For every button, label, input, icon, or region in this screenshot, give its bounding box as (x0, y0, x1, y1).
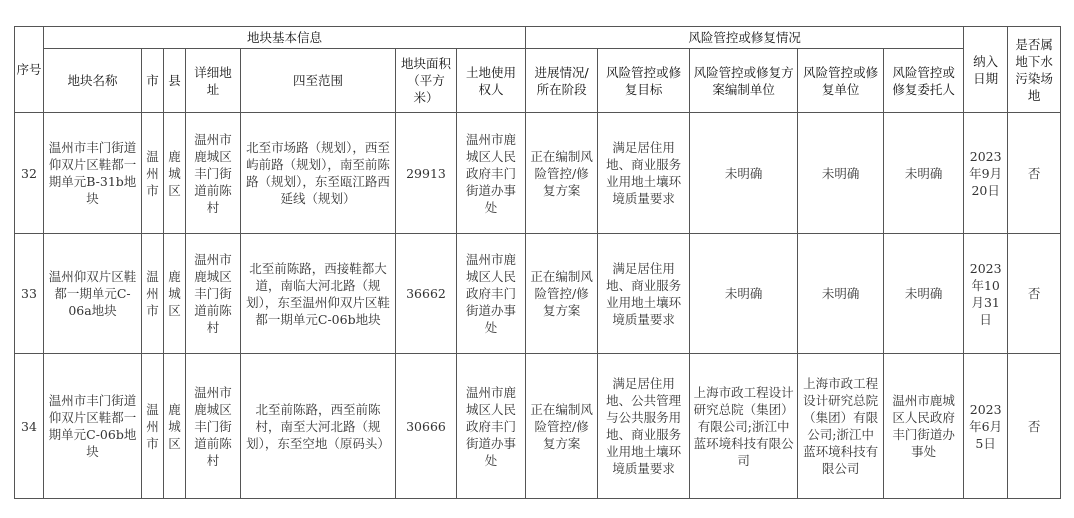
cell-seq: 34 (15, 354, 44, 499)
cell-county: 鹿城区 (164, 113, 186, 234)
cell-client: 温州市鹿城区人民政府丰门街道办事处 (884, 354, 964, 499)
cell-client: 未明确 (884, 113, 964, 234)
cell-repair-unit: 未明确 (798, 234, 884, 354)
cell-groundwater: 否 (1008, 113, 1061, 234)
cell-client: 未明确 (884, 234, 964, 354)
cell-bounds: 北至前陈路，西至前陈村，南至大河北路（规划），东至空地（原码头） (241, 354, 396, 499)
cell-bounds: 北至前陈路，西接鞋都大道，南临大河北路（规划），东至温州仰双片区鞋都一期单元C-06b地块 (241, 234, 396, 354)
header-area: 地块面积（平方米） (396, 49, 457, 113)
table-row (15, 354, 1061, 499)
cell-address: 温州市鹿城区丰门街道前陈村 (186, 234, 241, 354)
header-county: 县 (164, 49, 186, 113)
cell-user: 温州市鹿城区人民政府丰门街道办事处 (457, 234, 526, 354)
cell-plan-unit: 未明确 (690, 113, 798, 234)
header-seq: 序号 (15, 27, 44, 113)
header-address: 详细地址 (186, 49, 241, 113)
cell-target: 满足居住用地、商业服务业用地土壤环境质量要求 (598, 234, 690, 354)
cell-seq: 32 (15, 113, 44, 234)
cell-target: 满足居住用地、公共管理与公共服务用地、商业服务业用地土壤环境质量要求 (598, 354, 690, 499)
cell-user: 温州市鹿城区人民政府丰门街道办事处 (457, 113, 526, 234)
cell-area: 29913 (396, 113, 457, 234)
cell-stage: 正在编制风险管控/修复方案 (526, 354, 598, 499)
header-user: 土地使用权人 (457, 49, 526, 113)
cell-plan-unit: 未明确 (690, 234, 798, 354)
cell-groundwater: 否 (1008, 234, 1061, 354)
cell-county: 鹿城区 (164, 234, 186, 354)
table-row (15, 234, 1061, 354)
cell-date: 2023年10月31日 (964, 234, 1008, 354)
header-groundwater: 是否属地下水污染场地 (1008, 27, 1061, 113)
header-group-basic: 地块基本信息 (44, 27, 526, 49)
header-group-risk: 风险管控或修复情况 (526, 27, 964, 49)
cell-date: 2023年9月20日 (964, 113, 1008, 234)
cell-area: 30666 (396, 354, 457, 499)
cell-groundwater: 否 (1008, 354, 1061, 499)
header-target: 风险管控或修复目标 (598, 49, 690, 113)
cell-name: 温州市丰门街道仰双片区鞋都一期单元B-31b地块 (44, 113, 142, 234)
cell-stage: 正在编制风险管控/修复方案 (526, 113, 598, 234)
cell-date: 2023年6月5日 (964, 354, 1008, 499)
cell-target: 满足居住用地、商业服务业用地土壤环境质量要求 (598, 113, 690, 234)
cell-name: 温州仰双片区鞋都一期单元C-06a地块 (44, 234, 142, 354)
header-client: 风险管控或修复委托人 (884, 49, 964, 113)
header-name: 地块名称 (44, 49, 142, 113)
header-stage: 进展情况/所在阶段 (526, 49, 598, 113)
cell-name: 温州市丰门街道仰双片区鞋都一期单元C-06b地块 (44, 354, 142, 499)
cell-stage: 正在编制风险管控/修复方案 (526, 234, 598, 354)
cell-county: 鹿城区 (164, 354, 186, 499)
header-repair-unit: 风险管控或修复单位 (798, 49, 884, 113)
header-date: 纳入日期 (964, 27, 1008, 113)
cell-city: 温州市 (142, 234, 164, 354)
cell-user: 温州市鹿城区人民政府丰门街道办事处 (457, 354, 526, 499)
cell-repair-unit: 上海市政工程设计研究总院（集团）有限公司;浙江中蓝环境科技有限公司 (798, 354, 884, 499)
cell-address: 温州市鹿城区丰门街道前陈村 (186, 354, 241, 499)
cell-repair-unit: 未明确 (798, 113, 884, 234)
header-bounds: 四至范围 (241, 49, 396, 113)
cell-seq: 33 (15, 234, 44, 354)
cell-area: 36662 (396, 234, 457, 354)
header-plan-unit: 风险管控或修复方案编制单位 (690, 49, 798, 113)
header-city: 市 (142, 49, 164, 113)
cell-bounds: 北至市场路（规划），西至屿前路（规划），南至前陈路（规划），东至瓯江路西延线（规划） (241, 113, 396, 234)
cell-city: 温州市 (142, 113, 164, 234)
cell-city: 温州市 (142, 354, 164, 499)
cell-plan-unit: 上海市政工程设计研究总院（集团）有限公司;浙江中蓝环境科技有限公司 (690, 354, 798, 499)
cell-address: 温州市鹿城区丰门街道前陈村 (186, 113, 241, 234)
table-row (15, 113, 1061, 234)
site-table (14, 26, 1061, 499)
